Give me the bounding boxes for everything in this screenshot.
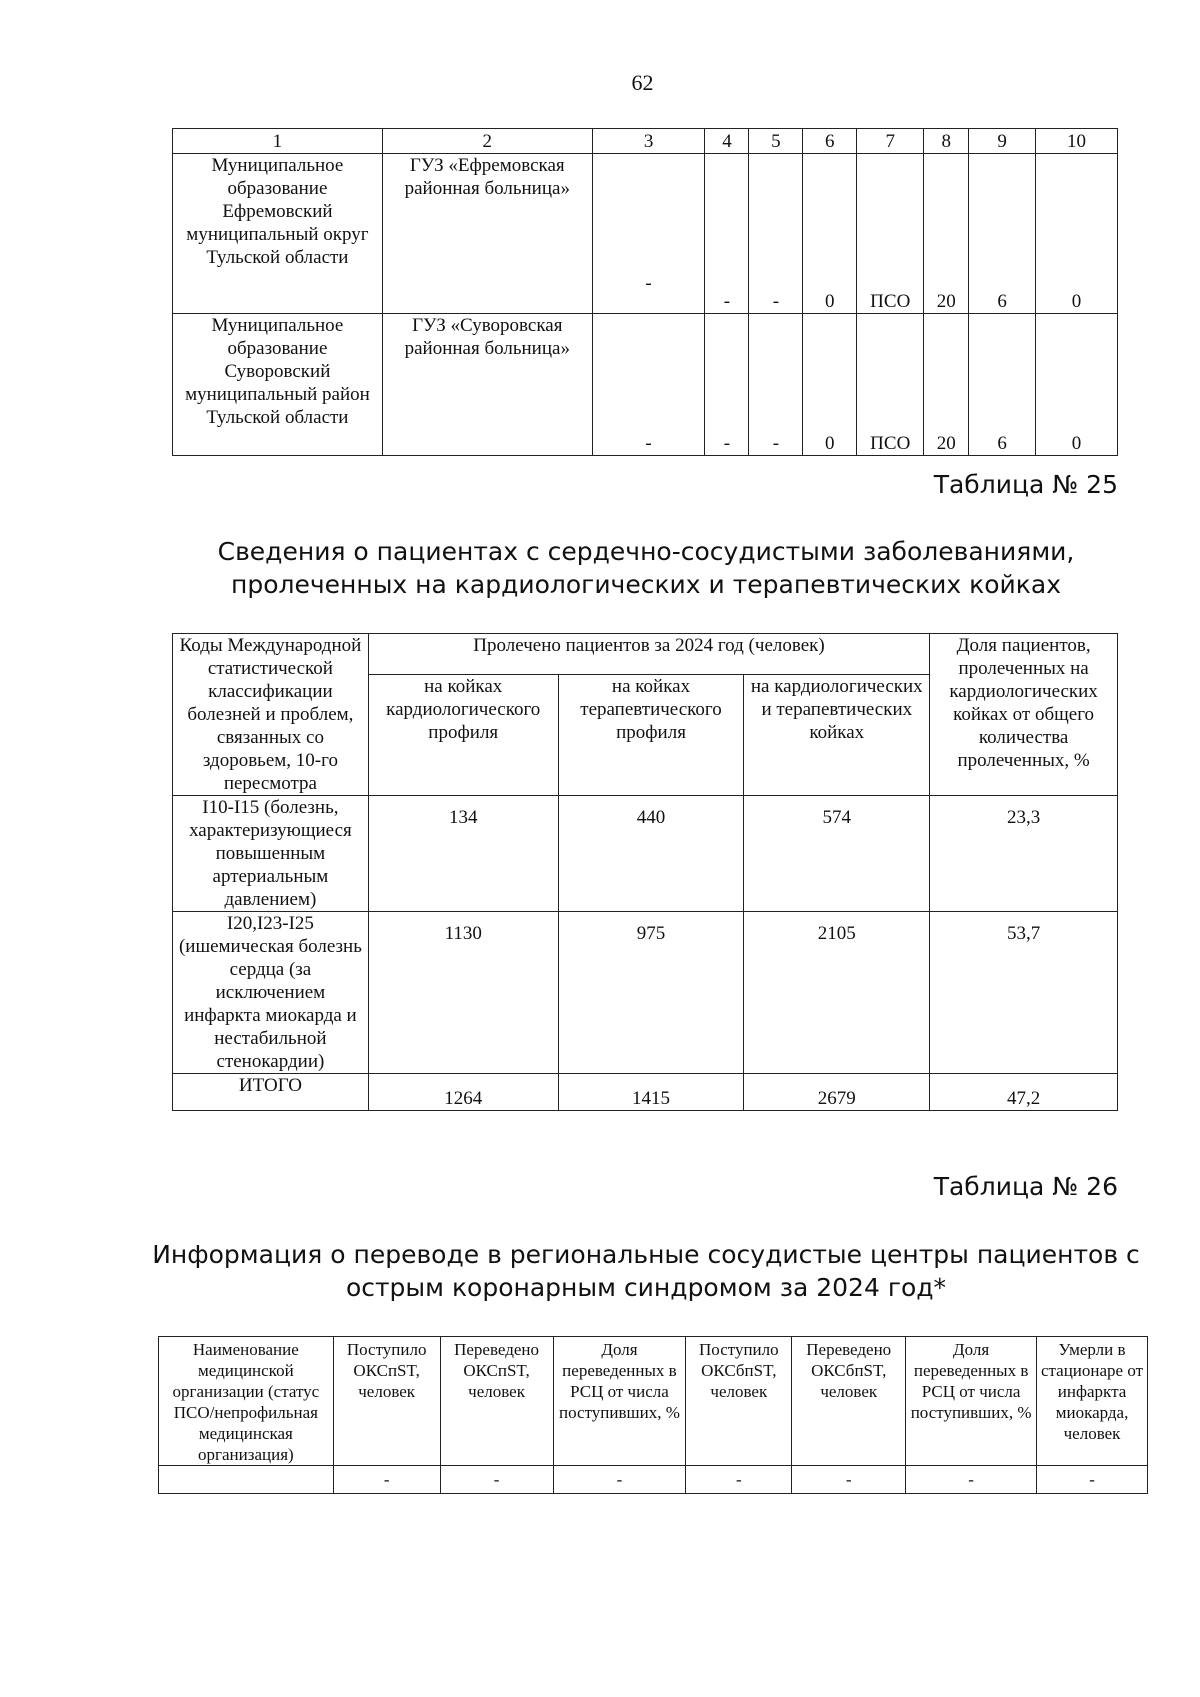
code-cell: I20,I23-I25 (ишемическая болезнь сердца (за исключением инфаркта миокарда и нестабильной стенокардии) bbox=[173, 912, 369, 1074]
header-codes: Коды Международной статистической классификации болезней и проблем, связанных со здоровьем, 10-го пересмотра bbox=[173, 634, 369, 796]
table-cell: - bbox=[333, 1466, 440, 1494]
table-cell: - bbox=[749, 154, 803, 314]
table-cell bbox=[159, 1466, 334, 1494]
table-cell: 975 bbox=[558, 912, 744, 1074]
table-cell: - bbox=[906, 1466, 1037, 1494]
column-number: 5 bbox=[749, 129, 803, 154]
municipality-cell: Муниципальное образование Суворовский муниципальный район Тульской области bbox=[173, 314, 383, 456]
table-cell: 6 bbox=[969, 314, 1036, 456]
table-cell: - bbox=[440, 1466, 553, 1494]
header-row bbox=[159, 1337, 1148, 1466]
table-cell: 440 bbox=[558, 796, 744, 912]
column-number: 7 bbox=[857, 129, 924, 154]
column-number: 1 bbox=[173, 129, 383, 154]
table-cell: 23,3 bbox=[930, 796, 1118, 912]
table-cell: - bbox=[1037, 1466, 1148, 1494]
table-row bbox=[173, 314, 1118, 456]
table-25-caption: Таблица № 25 bbox=[933, 470, 1118, 499]
continuation-table bbox=[172, 128, 1118, 456]
header-cell: Наименование медицинской организации (статус ПСО/непрофильная медицинская организация) bbox=[159, 1337, 334, 1466]
header-row bbox=[173, 634, 1118, 675]
table-cell: 1264 bbox=[368, 1074, 558, 1111]
table-cell: 1130 bbox=[368, 912, 558, 1074]
column-number: 2 bbox=[382, 129, 592, 154]
table-26-title-line: острым коронарным синдромом за 2024 год* bbox=[345, 1273, 947, 1302]
table-cell: - bbox=[553, 1466, 686, 1494]
table-cell: 20 bbox=[924, 314, 969, 456]
table-cell: 53,7 bbox=[930, 912, 1118, 1074]
table-cell: 2105 bbox=[744, 912, 930, 1074]
table-26-title-line: Информация о переводе в региональные сосудистые центры пациентов с bbox=[152, 1240, 1140, 1269]
table-cell: 134 bbox=[368, 796, 558, 912]
table-cell: 574 bbox=[744, 796, 930, 912]
column-number: 10 bbox=[1036, 129, 1118, 154]
header-cell: Поступило ОКСбпST, человек bbox=[686, 1337, 792, 1466]
header-row bbox=[173, 129, 1118, 154]
table-cell: - bbox=[686, 1466, 792, 1494]
header-therapy: на койках терапевтического профиля bbox=[558, 675, 744, 796]
table-cell: 47,2 bbox=[930, 1074, 1118, 1111]
table-row bbox=[173, 912, 1118, 1074]
table-cell: - bbox=[792, 1466, 906, 1494]
table-cell: 0 bbox=[1036, 154, 1118, 314]
header-cell: Переведено ОКСпST, человек bbox=[440, 1337, 553, 1466]
column-number: 9 bbox=[969, 129, 1036, 154]
table-cell: 20 bbox=[924, 154, 969, 314]
table-25-title bbox=[130, 535, 1162, 601]
header-cell: Доля переведенных в РСЦ от числа поступивших, % bbox=[906, 1337, 1037, 1466]
column-number: 4 bbox=[705, 129, 749, 154]
table-26-caption: Таблица № 26 bbox=[933, 1172, 1118, 1201]
header-cell: Доля переведенных в РСЦ от числа поступивших, % bbox=[553, 1337, 686, 1466]
header-cell: Переведено ОКСбпST, человек bbox=[792, 1337, 906, 1466]
header-both: на кардиологических и терапевтических койках bbox=[744, 675, 930, 796]
header-cell: Поступило ОКСпST, человек bbox=[333, 1337, 440, 1466]
table-25-title-line: пролеченных на кардиологических и терапевтических койках bbox=[230, 570, 1061, 599]
table-cell: 0 bbox=[803, 314, 857, 456]
column-number: 3 bbox=[592, 129, 705, 154]
organization-cell: ГУЗ «Суворовская районная больница» bbox=[382, 314, 592, 456]
table-26-title bbox=[130, 1238, 1162, 1304]
table-cell: 0 bbox=[1036, 314, 1118, 456]
table-26 bbox=[158, 1336, 1148, 1494]
header-cardio: на койках кардиологического профиля bbox=[368, 675, 558, 796]
header-cell: Умерли в стационаре от инфаркта миокарда, человек bbox=[1037, 1337, 1148, 1466]
organization-cell: ГУЗ «Ефремовская районная больница» bbox=[382, 154, 592, 314]
code-cell: I10-I15 (болезнь, характеризующиеся повышенным артериальным давлением) bbox=[173, 796, 369, 912]
table-cell: ПСО bbox=[857, 314, 924, 456]
table-cell: 1415 bbox=[558, 1074, 744, 1111]
table-cell: - bbox=[749, 314, 803, 456]
page-number: 62 bbox=[631, 70, 654, 95]
table-cell: - bbox=[592, 314, 705, 456]
table-cell: 2679 bbox=[744, 1074, 930, 1111]
table-cell: ПСО bbox=[857, 154, 924, 314]
total-row bbox=[173, 1074, 1118, 1111]
table-cell: 6 bbox=[969, 154, 1036, 314]
table-row bbox=[173, 796, 1118, 912]
column-number: 8 bbox=[924, 129, 969, 154]
column-number: 6 bbox=[803, 129, 857, 154]
header-treated: Пролечено пациентов за 2024 год (человек) bbox=[368, 634, 929, 675]
table-cell: - bbox=[705, 314, 749, 456]
table-25-title-line: Сведения о пациентах с сердечно-сосудистыми заболеваниями, bbox=[217, 537, 1075, 566]
table-cell: 0 bbox=[803, 154, 857, 314]
table-cell: - bbox=[592, 154, 705, 314]
municipality-cell: Муниципальное образование Ефремовский муниципальный округ Тульской области bbox=[173, 154, 383, 314]
header-share: Доля пациентов, пролеченных на кардиологических койках от общего количества пролеченных, % bbox=[930, 634, 1118, 796]
total-label: ИТОГО bbox=[173, 1074, 369, 1111]
table-row bbox=[173, 154, 1118, 314]
table-row bbox=[159, 1466, 1148, 1494]
table-cell: - bbox=[705, 154, 749, 314]
table-25 bbox=[172, 633, 1118, 1111]
